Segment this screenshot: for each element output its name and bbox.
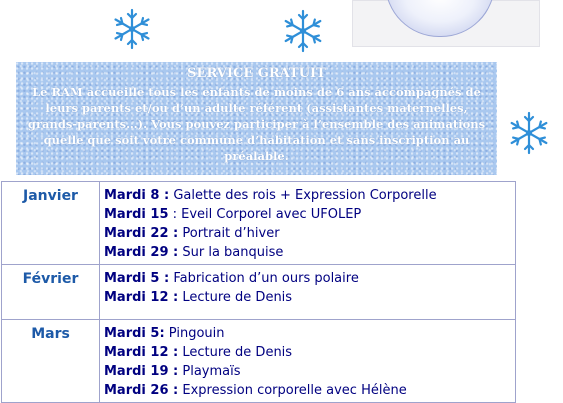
month-row-mars [2, 320, 516, 403]
event-day: Mardi 8 : [104, 188, 170, 203]
snowflake-icon [506, 110, 552, 156]
event-item [104, 288, 515, 307]
event-activity: Playmaïs [178, 364, 241, 379]
snowman-body [385, 0, 495, 37]
event-activity: Galette des rois + Expression Corporelle [169, 188, 437, 203]
event-item [104, 324, 515, 343]
event-item [104, 186, 515, 205]
month-label: Février [2, 265, 100, 320]
banner-title: SERVICE GRATUIT [187, 66, 326, 81]
snowflake-icon [280, 8, 326, 54]
event-activity: Expression corporelle avec Hélène [178, 383, 407, 398]
event-item [104, 343, 515, 362]
event-item [104, 381, 515, 400]
event-activity: Sur la banquise [178, 245, 284, 260]
events-list [100, 320, 516, 403]
event-item [104, 362, 515, 381]
event-day: Mardi 5: [104, 326, 165, 341]
event-day: Mardi 26 : [104, 383, 179, 398]
event-activity: Portrait d’hiver [178, 226, 280, 241]
event-activity: : Eveil Corporel avec UFOLEP [168, 207, 362, 222]
event-item [104, 205, 515, 224]
event-day: Mardi 15 [104, 207, 169, 222]
snowman-image [352, 0, 540, 47]
event-item [104, 269, 515, 288]
event-day: Mardi 5 : [104, 271, 170, 286]
events-list [100, 265, 516, 320]
event-day: Mardi 12 : [104, 290, 179, 305]
event-item [104, 224, 515, 243]
snowflake-icon [110, 6, 154, 52]
event-item [104, 243, 515, 262]
month-label: Mars [2, 320, 100, 403]
event-activity: Fabrication d’un ours polaire [169, 271, 359, 286]
event-day: Mardi 29 : [104, 245, 179, 260]
events-list [100, 182, 516, 265]
month-label: Janvier [2, 182, 100, 265]
event-day: Mardi 12 : [104, 345, 179, 360]
schedule-table [1, 181, 516, 403]
event-day: Mardi 22 : [104, 226, 179, 241]
month-row-fevrier [2, 265, 516, 320]
event-activity: Lecture de Denis [178, 290, 293, 305]
info-banner [16, 62, 497, 175]
banner-text: Le RAM accueille tous les enfants de moins de 6 ans accompagnés de leurs parents et/ou d’un adulte référent (assistantes maternelles, grands-parents…). Vous pouvez participer à l’ensemble des animations quelle que soit votre commune d’habitation et sans inscription au préalable. [27, 85, 486, 163]
month-row-janvier [2, 182, 516, 265]
event-activity: Pingouin [164, 326, 225, 341]
event-day: Mardi 19 : [104, 364, 179, 379]
event-activity: Lecture de Denis [178, 345, 293, 360]
